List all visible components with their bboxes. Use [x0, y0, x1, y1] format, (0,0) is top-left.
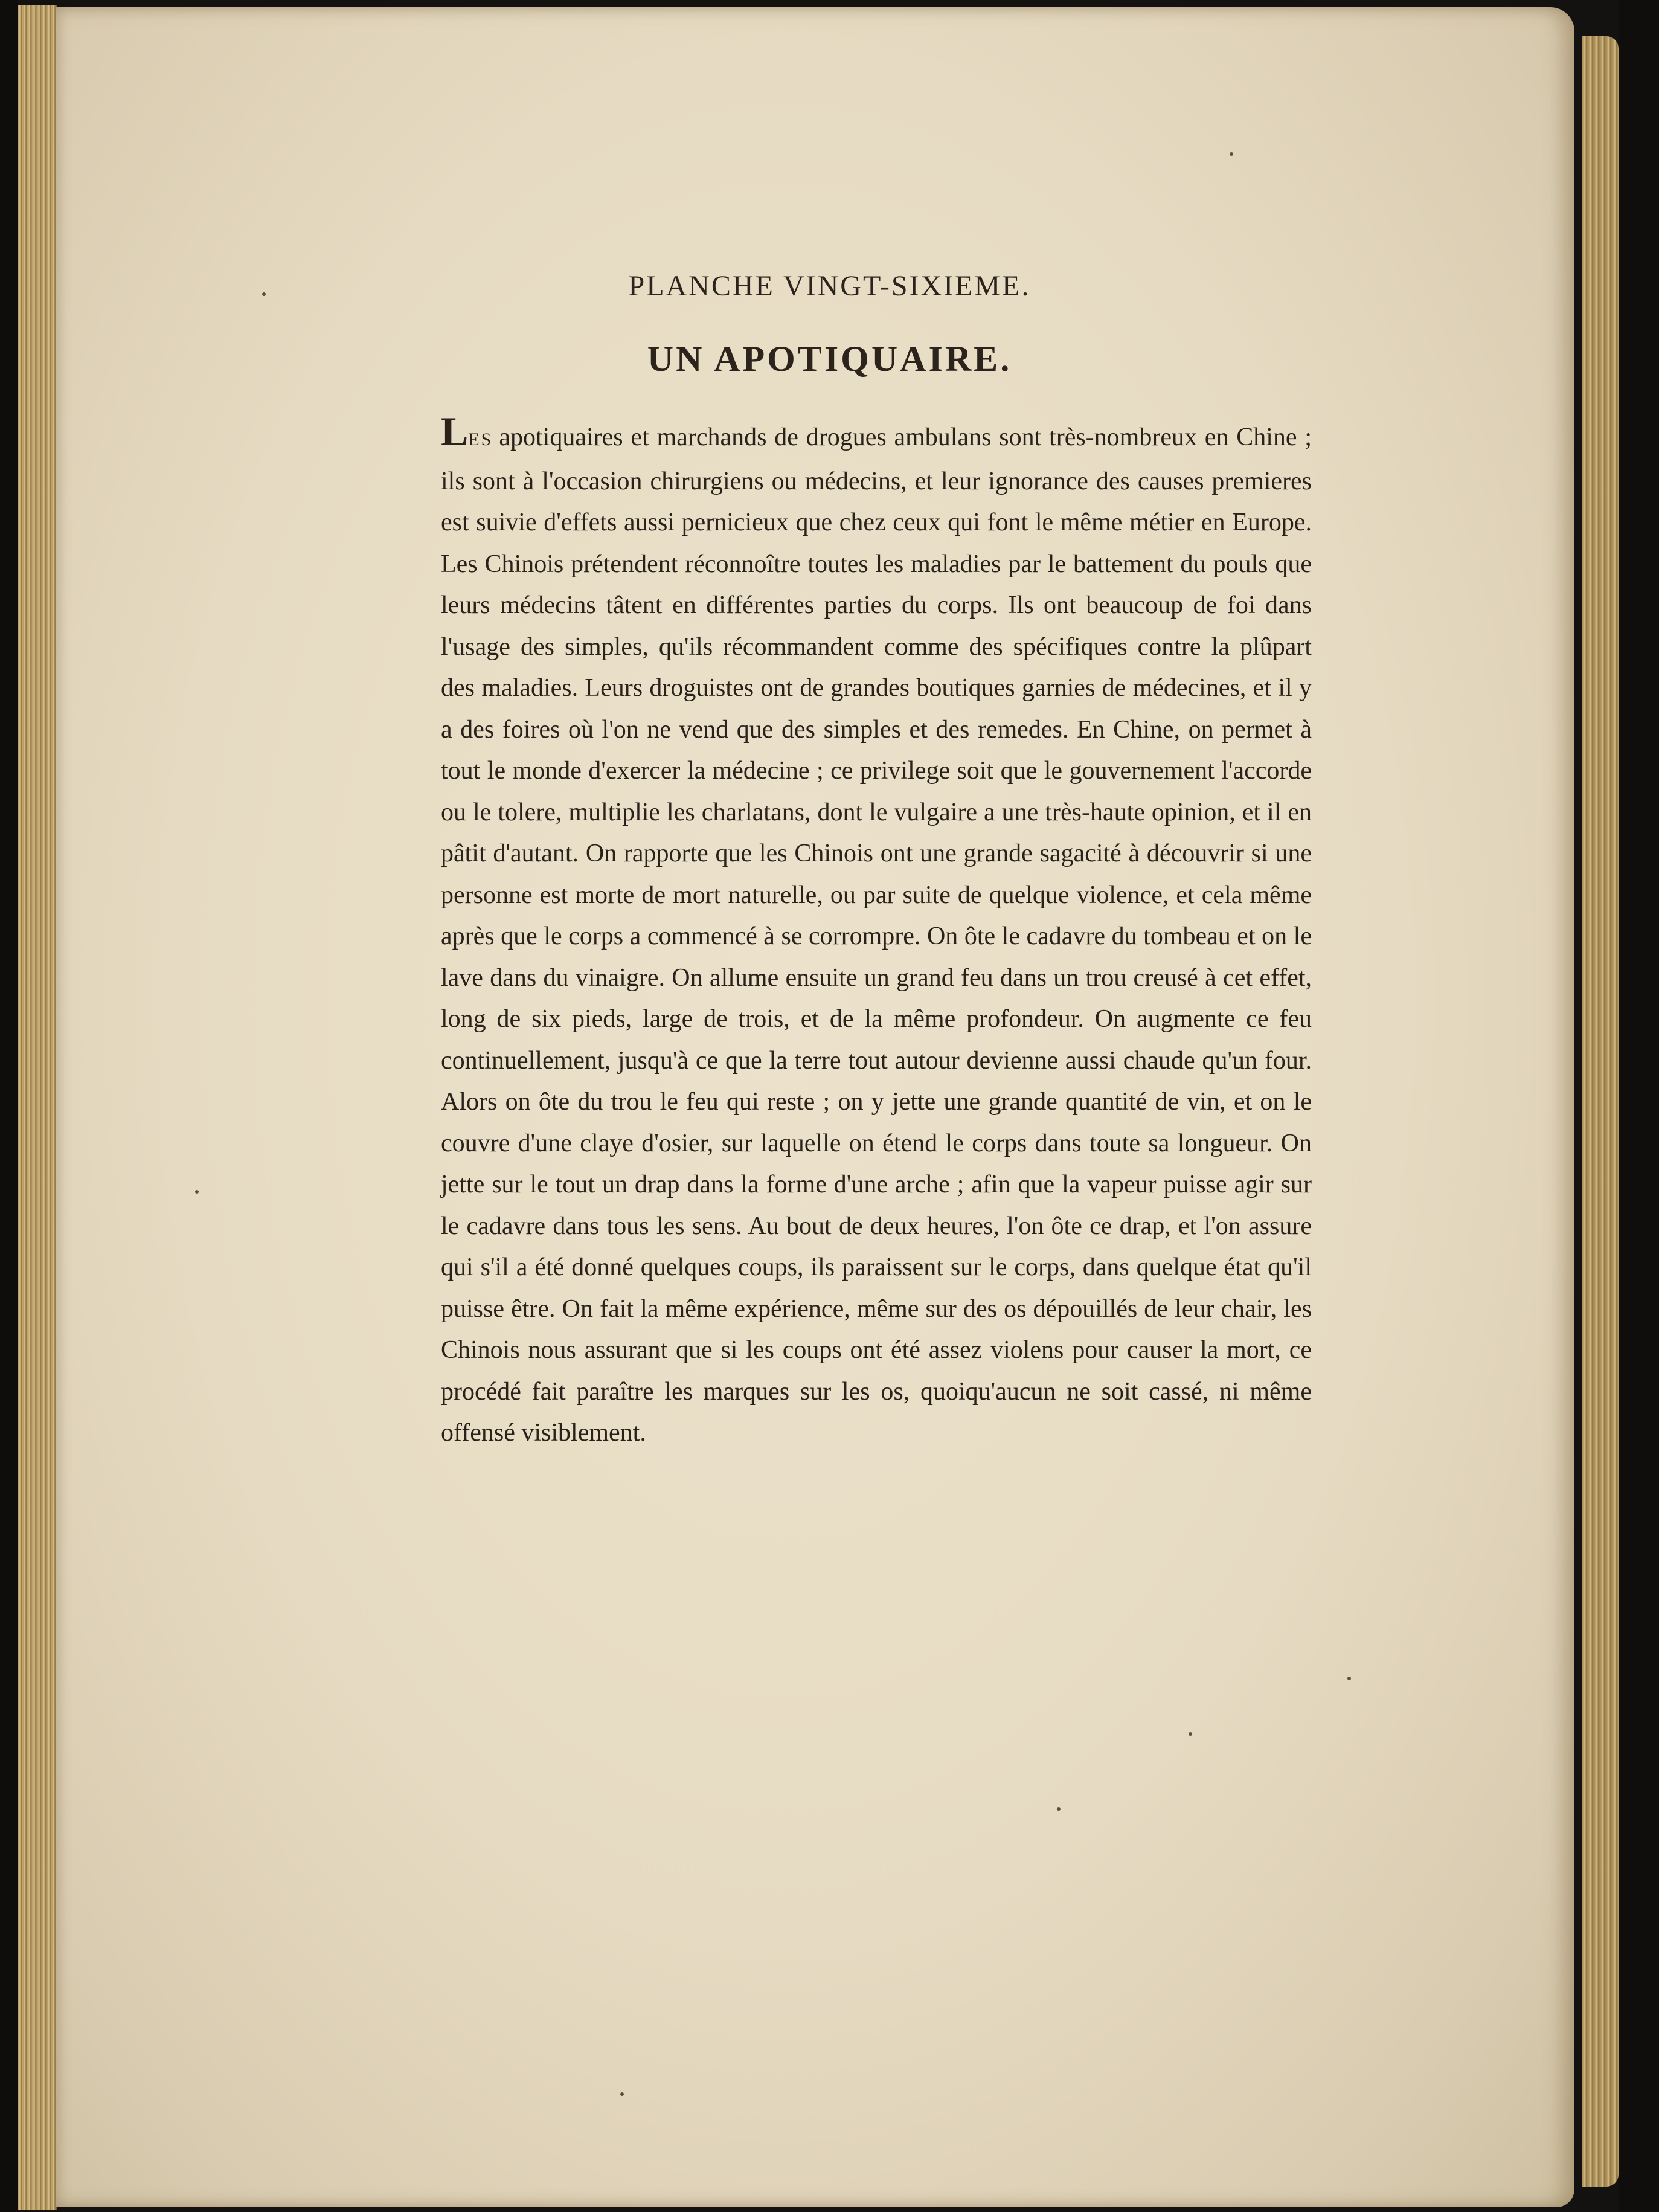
paper-speck: [1057, 1807, 1061, 1811]
page-title: UN APOTIQUAIRE.: [647, 339, 1012, 379]
left-page-edges: [18, 5, 57, 2210]
paper-speck: [1189, 1732, 1192, 1736]
scan-background-left: [0, 0, 18, 2212]
body-text: [441, 408, 1312, 1454]
opening-small-caps: ES: [468, 429, 493, 449]
scan-background-right: [1619, 0, 1659, 2212]
paper-speck: [1347, 1677, 1351, 1680]
body-paragraph: apotiquaires et marchands de drogues ambulans sont très-nombreux en Chine ; ils sont à l'occasion chirurgiens ou médecins, et leur ignorance des causes premieres est suivie d'effets aussi pernicieux que chez ceux qui font le même métier en Europe. Les Chinois prétendent réconnoître toutes les maladies par le battement du pouls que leurs médecins tâtent en différentes parties du corps. Ils ont beaucoup de foi dans l'usage des simples, qu'ils récommandent comme des spécifiques contre la plûpart des maladies. Leurs droguistes ont de grandes boutiques garnies de médecines, et il y a des foires où l'on ne vend que des simples et des remedes. En Chine, on permet à tout le monde d'exercer la médecine ; ce privilege soit que le gouvernement l'accorde ou le tolere, multiplie les charlatans, dont le vulgaire a une très-haute opinion, et il en pâtit d'autant. On rapporte que les Chinois ont une grande sagacité à découvrir si une personne est morte de mort naturelle, ou par suite de quelque violence, et cela même après que le corps a commencé à se corrompre. On ôte le cadavre du tombeau et on le lave dans du vinaigre. On allume ensuite un grand feu dans un trou creusé à cet effet, long de six pieds, large de trois, et de la même profondeur. On augmente ce feu continuellement, jusqu'à ce que la terre tout autour devienne aussi chaude qu'un four. Alors on ôte du trou le feu qui reste ; on y jette une grande quantité de vin, et on le couvre d'une claye d'osier, sur laquelle on étend le corps dans toute sa longueur. On jette sur le tout un drap dans la forme d'une arche ; afin que la vapeur puisse agir sur le cadavre dans tous les sens. Au bout de deux heures, l'on ôte ce drap, et l'on assure qui s'il a été donné quelques coups, ils paraissent sur le corps, dans quelque état qu'il puisse être. On fait la même expérience, même sur des os dépouillés de leur chair, les Chinois nous assurant que si les coups ont été assez violens pour causer la mort, ce procédé fait paraître les marques sur les os, quoiqu'aucun ne soit cassé, ni même offensé visiblement.: [441, 423, 1312, 1447]
plate-title: PLANCHE VINGT-SIXIEME.: [628, 270, 1031, 302]
paper-speck: [1230, 152, 1233, 156]
drop-cap: L: [441, 408, 469, 454]
paper-speck: [195, 1190, 199, 1194]
paper-speck: [620, 2092, 624, 2096]
paper-speck: [262, 292, 266, 296]
